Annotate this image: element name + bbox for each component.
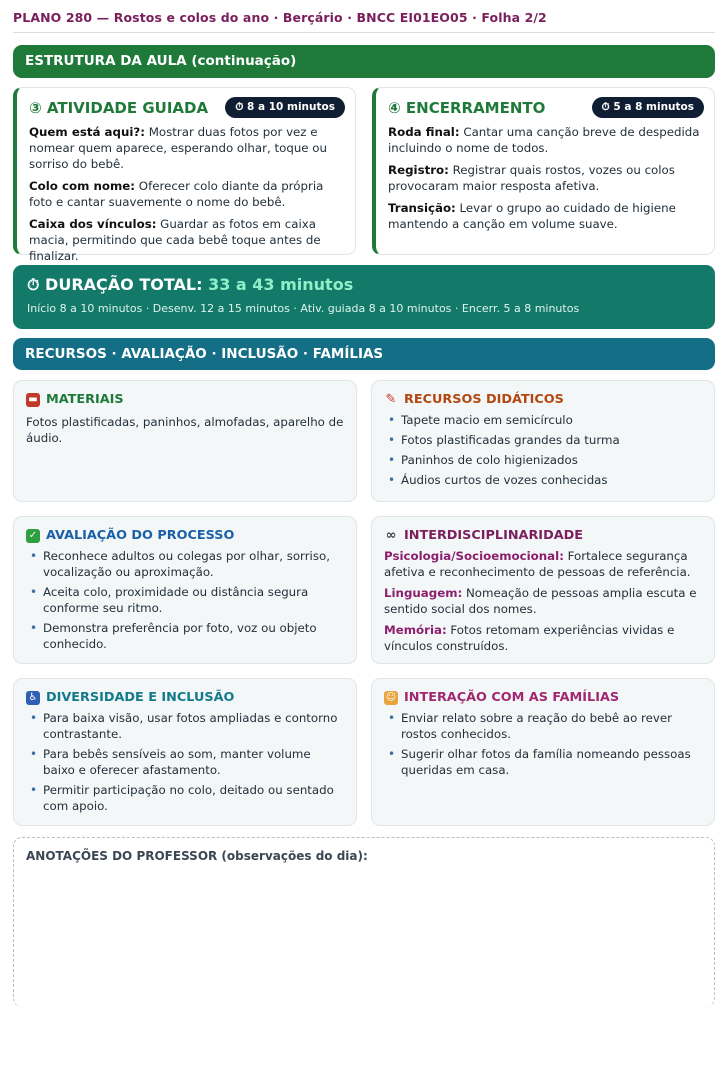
- list-item: • Áudios curtos de vozes conhecidas: [384, 472, 702, 488]
- activity-paragraph: [29, 124, 345, 172]
- list-item: • Paninhos de colo higienizados: [384, 452, 702, 468]
- toolbox-icon: ▬: [26, 393, 40, 407]
- resources-band: RECURSOS · AVALIAÇÃO · INCLUSÃO · FAMÍLIAS: [13, 338, 715, 370]
- families-heading: [384, 690, 702, 705]
- page-header-title: PLANO 280 — Rostos e colos do ano · Berçário · BNCC EI01EO05 · Folha 2/2: [13, 10, 547, 25]
- didactic-resources-list: [384, 412, 702, 488]
- materials-box: [13, 380, 357, 502]
- activity-paragraph-label: Colo com nome:: [29, 179, 136, 193]
- list-item: • Reconhece adultos ou colegas por olhar, sorriso, vocalização ou aproximação.: [26, 548, 344, 580]
- interdisciplinarity-box: [371, 516, 715, 664]
- diversity-heading: [26, 690, 344, 705]
- activity-paragraph: [388, 162, 704, 194]
- families-list: [384, 710, 702, 778]
- link-icon: ∞: [385, 527, 397, 543]
- activity-paragraph-text: Registrar quais rostos, vozes ou colos provocaram maior resposta afetiva.: [388, 163, 675, 193]
- guided-activity-card: [13, 87, 356, 263]
- evaluation-title: AVALIAÇÃO DO PROCESSO: [46, 528, 235, 543]
- list-item: • Tapete macio em semicírculo: [384, 412, 702, 428]
- discipline-text: Nomeação de pessoas amplia escuta e sentido social dos nomes.: [384, 586, 697, 616]
- didactic-resources-box: [371, 380, 715, 502]
- teacher-notes-title: ANOTAÇÕES DO PROFESSOR (observações do dia):: [26, 849, 368, 863]
- list-item: • Demonstra preferência por foto, voz ou objeto conhecido.: [26, 620, 344, 652]
- total-duration-panel: [13, 265, 715, 329]
- didactic-resources-heading: [384, 392, 702, 407]
- activity-paragraph-label: Transição:: [388, 201, 456, 215]
- activity-paragraph: [388, 200, 704, 232]
- materials-title: MATERIAIS: [46, 392, 124, 407]
- activity-paragraph-label: Quem está aqui?:: [29, 125, 145, 139]
- list-item: • Sugerir olhar fotos da família nomeando pessoas queridas em casa.: [384, 746, 702, 778]
- evaluation-list: [26, 548, 344, 652]
- families-box: [371, 678, 715, 826]
- discipline-text: Fotos retomam experiências vividas e vínculos construídos.: [384, 623, 675, 653]
- interdisciplinarity-heading: [384, 528, 702, 543]
- guided-activity-title: ③ ATIVIDADE GUIADA: [29, 98, 209, 117]
- closing-activity-card: [372, 87, 715, 255]
- discipline-label: Memória:: [384, 623, 447, 637]
- discipline-label: Psicologia/Socioemocional:: [384, 549, 564, 563]
- interdisciplinarity-title: INTERDISCIPLINARIDADE: [404, 528, 583, 543]
- list-item: • Enviar relato sobre a reação do bebê ao rever rostos conhecidos.: [384, 710, 702, 742]
- diversity-list: [26, 710, 344, 814]
- activity-paragraph: [29, 216, 345, 264]
- activity-paragraph-label: Caixa dos vínculos:: [29, 217, 157, 231]
- activity-paragraph-text: Guardar as fotos em caixa macia, permitindo que cada bebê toque antes de finalizar.: [29, 217, 321, 263]
- list-item: • Para bebês sensíveis ao som, manter volume baixo e oferecer afastamento.: [26, 746, 344, 778]
- evaluation-box: [13, 516, 357, 664]
- activity-paragraph-label: Registro:: [388, 163, 449, 177]
- activity-paragraph-text: Mostrar duas fotos por vez e nomear quem aparece, esperando olhar, toque ou sorriso do bebê.: [29, 125, 327, 171]
- activity-paragraph: [388, 124, 704, 156]
- teacher-notes-area[interactable]: [13, 837, 715, 1007]
- duration-breakdown: Início 8 a 10 minutos · Desenv. 12 a 15 minutos · Ativ. guiada 8 a 10 minutos · Encerr. 5 a 8 minutos: [27, 302, 580, 315]
- total-duration-value: 33 a 43 minutos: [208, 275, 354, 294]
- header-divider: [13, 32, 715, 33]
- list-item: • Aceita colo, proximidade ou distância segura conforme seu ritmo.: [26, 584, 344, 616]
- activity-paragraph: [29, 178, 345, 210]
- total-duration-label: ⏱ DURAÇÃO TOTAL:: [27, 275, 203, 294]
- interdisciplinary-item: [384, 548, 702, 580]
- activity-paragraph-text: Cantar uma canção breve de despedida incluindo o nome de todos.: [388, 125, 700, 155]
- discipline-text: Fortalece segurança afetiva e reconhecimento de pessoas de referência.: [384, 549, 691, 579]
- activity-paragraph-text: Levar o grupo ao cuidado de higiene mantendo a canção em volume suave.: [388, 201, 676, 231]
- activity-paragraph-label: Roda final:: [388, 125, 460, 139]
- pushpin-icon: ✎: [385, 391, 397, 407]
- closing-activity-duration-badge: ⏱ 5 a 8 minutos: [592, 97, 704, 118]
- list-item: • Fotos plastificadas grandes da turma: [384, 432, 702, 448]
- list-item: • Para baixa visão, usar fotos ampliadas e contorno contrastante.: [26, 710, 344, 742]
- interdisciplinary-item: [384, 585, 702, 617]
- accessibility-icon: ♿: [26, 691, 40, 705]
- families-title: INTERAÇÃO COM AS FAMÍLIAS: [404, 690, 620, 705]
- didactic-resources-title: RECURSOS DIDÁTICOS: [404, 392, 564, 407]
- materials-heading: [26, 392, 344, 407]
- discipline-label: Linguagem:: [384, 586, 463, 600]
- total-duration-heading: [27, 275, 701, 295]
- structure-band: ESTRUTURA DA AULA (continuação): [13, 45, 715, 78]
- list-item: • Permitir participação no colo, deitado ou sentado com apoio.: [26, 782, 344, 814]
- activity-paragraph-text: Oferecer colo diante da própria foto e cantar suavemente o nome do bebê.: [29, 179, 324, 209]
- closing-activity-title: ④ ENCERRAMENTO: [388, 98, 546, 117]
- diversity-title: DIVERSIDADE E INCLUSÃO: [46, 690, 235, 705]
- interdisciplinary-item: [384, 622, 702, 654]
- guided-activity-duration-badge: ⏱ 8 a 10 minutos: [225, 97, 345, 118]
- family-icon: ☺: [385, 691, 397, 703]
- materials-text: Fotos plastificadas, paninhos, almofadas, aparelho de áudio.: [26, 415, 344, 445]
- diversity-box: [13, 678, 357, 826]
- evaluation-heading: [26, 528, 344, 543]
- checkmark-icon: ✓: [26, 529, 40, 543]
